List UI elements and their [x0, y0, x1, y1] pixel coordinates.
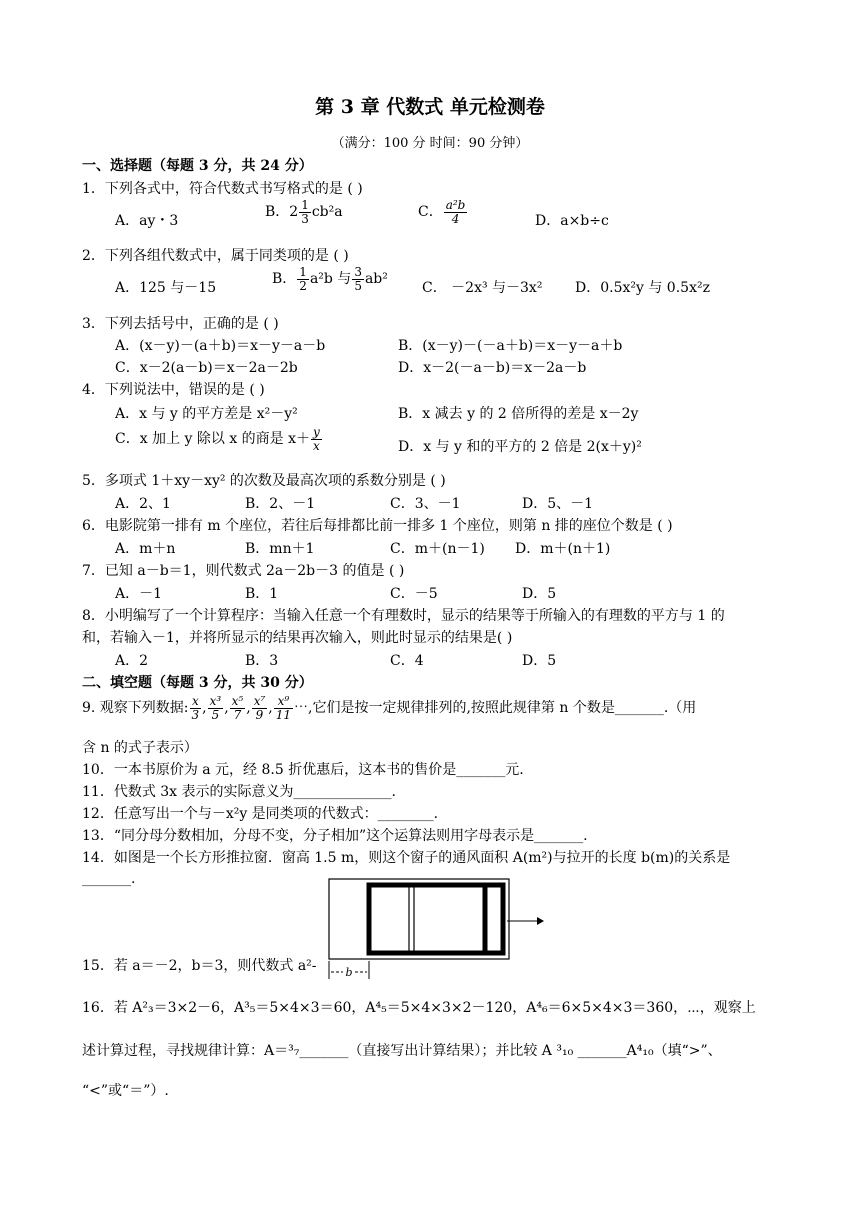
q4-c-den: x	[313, 438, 320, 453]
arrow-right-icon	[537, 917, 544, 925]
question-7-stem: 7．已知 a－b＝1，则代数式 2a－2b－3 的值是 ( )	[82, 563, 405, 579]
question-16-line-1: 16．若 A²₃＝3×2－6，A³₅＝5×4×3＝60，A⁴₅＝5×4×3×2－120，A⁴₆＝6×5×4×3＝360，⋯，观察上	[82, 1000, 756, 1016]
question-2-stem: 2．下列各组代数式中，属于同类项的是 ( )	[82, 248, 349, 264]
question-8-line-1: 8．小明编写了一个计算程序：当输入任意一个有理数时，显示的结果等于所输入的有理数的平方与 1 的	[82, 608, 725, 624]
q8-option-a: A．2	[115, 653, 149, 669]
q7-option-c: C．－5	[390, 586, 438, 602]
question-14-line-2: _______.	[82, 871, 136, 887]
q9-frac-3	[230, 695, 246, 721]
q7-option-b: B．1	[245, 586, 279, 602]
q9-prefix: 9. 观察下列数据:	[82, 700, 189, 717]
question-1-stem: 1．下列各式中，符合代数式书写格式的是 ( )	[82, 181, 363, 197]
q2-b-n2: 3	[354, 265, 362, 279]
q9-frac-4	[252, 695, 268, 721]
q5-option-d: D．5、－1	[522, 496, 594, 512]
q1-c-num: a²b	[445, 198, 466, 212]
q2-b-n1: 1	[299, 265, 307, 279]
q2-option-d: D．0.5x²y 与 0.5x²z	[575, 280, 710, 296]
q9-f1-d: 3	[191, 707, 200, 722]
q3-option-a: A．(x－y)－(a＋b)＝x－y－a－b	[115, 338, 326, 354]
q8-option-c: C．4	[390, 653, 424, 669]
q1-c-den: 4	[451, 211, 460, 226]
q2-b-d1: 2	[299, 278, 307, 293]
q7-option-d: D．5	[522, 586, 557, 602]
question-8-line-2: 和，若输入－1，并将所显示的结果再次输入，则此时显示的结果是( )	[82, 630, 513, 646]
q2-option-c: C． －2x³ 与－3x²	[422, 280, 543, 296]
q2-option-b-end: ab²	[364, 271, 388, 288]
q4-option-b: B．x 减去 y 的 2 倍所得的差是 x－2y	[398, 406, 639, 422]
section-heading-fill: 二、填空题（每题 3 分，共 30 分）	[82, 675, 313, 691]
q5-option-a: A．2、1	[115, 496, 171, 512]
q4-option-d: D．x 与 y 和的平方的 2 倍是 2(x＋y)²	[398, 439, 642, 455]
q1-option-c-fraction	[444, 199, 468, 225]
q9-f4-n: x⁷	[253, 694, 266, 708]
q1-option-c-prefix: C．	[418, 204, 443, 221]
q9-f5-n: x⁹	[274, 695, 293, 709]
q9-f3-d: 7	[233, 707, 242, 722]
question-4-stem: 4．下列说法中，错误的是 ( )	[82, 382, 265, 398]
window-outer-frame	[329, 879, 509, 959]
question-6-stem: 6．电影院第一排有 m 个座位，若往后每排都比前一排多 1 个座位，则第 n 排的座位个数是 ( )	[82, 518, 673, 534]
q2-b-d2: 5	[354, 278, 362, 293]
q5-option-c: C．3、－1	[390, 496, 461, 512]
q2-option-a: A．125 与－15	[115, 280, 217, 296]
q4-option-c	[115, 426, 323, 452]
section-heading-choice: 一、选择题（每题 3 分，共 24 分）	[82, 158, 313, 174]
q7-option-a: A．－1	[115, 586, 163, 602]
question-11: 11．代数式 3x 表示的实际意义为______________.	[82, 784, 396, 800]
q1-option-b-rest: cb²a	[311, 204, 343, 221]
q4-option-a: A．x 与 y 的平方差是 x²－y²	[115, 406, 298, 422]
page-subtitle: （满分：100 分 时间：90 分钟）	[331, 136, 529, 151]
q2-option-b-prefix: B．	[272, 271, 297, 288]
q9-suffix: ⋯,它们是按一定规律排列的,按照此规律第 n 个数是_______.（用	[294, 700, 697, 717]
q2-option-b	[272, 266, 388, 292]
q9-frac-1	[190, 695, 202, 721]
question-10: 10．一本书原价为 a 元，经 8.5 折优惠后，这本书的售价是_______元.	[82, 762, 524, 778]
q1-b-num: 1	[301, 198, 309, 212]
question-16-line-2: 述计算过程，寻找规律计算：A＝³₇_______（直接写出计算结果）；并比较 A ³₁₀ _______A⁴₁₀（填“>”、	[82, 1043, 722, 1059]
q4-c-num: y	[313, 425, 320, 439]
q3-option-c: C．x－2(a－b)＝x－2a－2b	[115, 360, 298, 376]
q2-b-frac-1	[297, 266, 309, 292]
q3-option-b: B．(x－y)－(－a＋b)＝x－y－a＋b	[398, 338, 623, 354]
q9-f4-d: 9	[255, 707, 264, 722]
q4-c-fraction	[311, 426, 322, 452]
q6-option-c: C．m＋(n－1)	[390, 541, 485, 557]
question-15: 15．若 a＝－2，b＝3，则代数式 a²-	[82, 958, 317, 974]
q1-option-a: A．ay・3	[115, 213, 179, 229]
q8-option-b: B．3	[245, 653, 279, 669]
q6-option-a: A．m＋n	[115, 541, 176, 557]
q1-option-b-prefix: B．2	[265, 204, 299, 221]
q4-option-c-prefix: C．x 加上 y 除以 x 的商是 x＋	[115, 431, 311, 448]
sliding-window-figure	[325, 875, 545, 985]
q9-f3-n: x⁵	[231, 694, 244, 708]
q8-option-d: D．5	[522, 653, 557, 669]
q9-frac-2	[208, 695, 224, 721]
q1-option-b	[265, 199, 343, 225]
q1-option-c	[418, 199, 468, 225]
q1-option-b-fraction	[299, 199, 311, 225]
question-13: 13．“同分母分数相加，分母不变，分子相加”这个运算法则用字母表示是_______.	[82, 828, 588, 844]
question-16-line-3: “<”或“＝”）.	[82, 1083, 169, 1099]
question-12: 12．任意写出一个与－x²y 是同类项的代数式：________.	[82, 806, 439, 822]
q2-option-b-mid: a²b 与	[309, 271, 352, 288]
question-9-line-2: 含 n 的式子表示）	[82, 740, 198, 756]
q3-option-d: D．x－2(－a－b)＝x－2a－b	[398, 360, 587, 376]
q9-f2-n: x³	[209, 694, 222, 708]
q6-option-b: B．mn＋1	[245, 541, 315, 557]
q2-b-frac-2	[352, 266, 364, 292]
page-title: 第 3 章 代数式 单元检测卷	[315, 96, 545, 118]
question-3-stem: 3．下列去括号中，正确的是 ( )	[82, 316, 279, 332]
question-14-line-1: 14．如图是一个长方形推拉窗．窗高 1.5 m，则这个窗子的通风面积 A(m²)与拉开的长度 b(m)的关系是	[82, 850, 731, 866]
question-5-stem: 5．多项式 1＋xy－xy² 的次数及最高次项的系数分别是 ( )	[82, 473, 446, 489]
question-9-line-1: 9. 观察下列数据: $\frac{x}{3}$ , $\frac{\text{x³}}{5}$ , $\frac{\text{x⁵}}{7}$ , $\frac{\text{x⁷}}{9}$ , $\frac{\text{x⁹}}{11}$ ⋯,它们是按一定规律排列的,按照此规律第 n 个数是_______.（用	[82, 694, 697, 722]
q1-option-d: D．a×b÷c	[535, 213, 609, 229]
q5-option-b: B．2、－1	[245, 496, 316, 512]
q1-b-den: 3	[301, 211, 309, 226]
q9-f2-d: 5	[211, 707, 220, 722]
q9-frac-5	[274, 695, 293, 721]
q9-f5-d: 11	[275, 707, 291, 722]
dimension-label-b: b	[345, 966, 353, 979]
q6-option-d: D．m＋(n＋1)	[515, 541, 611, 557]
q9-f1-n: x	[190, 695, 202, 709]
